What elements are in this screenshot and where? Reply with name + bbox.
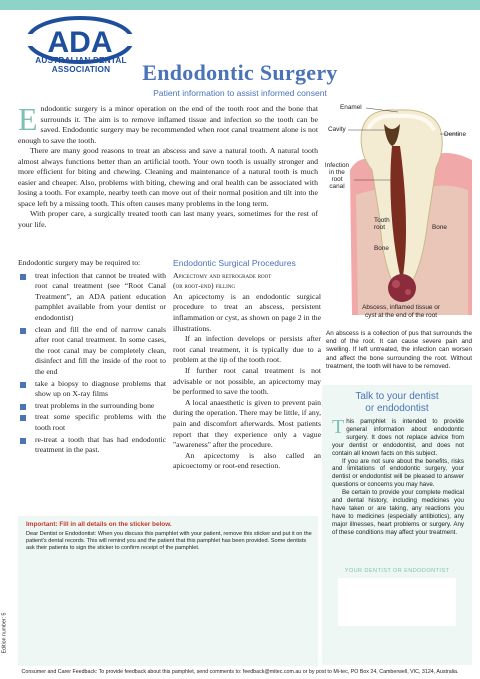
talk-paragraph-1	[332, 418, 464, 458]
label-infection	[322, 162, 352, 190]
logo-acronym: ADA	[47, 26, 113, 59]
intro-paragraph-3: With proper care, a surgically treated tooth can last many years, sometimes for the rest of your life.	[18, 209, 318, 229]
procedures-paragraph-5: An apicectomy is also called an apicoectomy or root-end resection.	[173, 450, 321, 471]
procedures-paragraph-3: If further root canal treatment is not advisable or not possible, an apicectomy may be performed to save the tooth.	[173, 365, 321, 397]
page-title: Endodontic Surgery	[142, 60, 338, 85]
sticker-box[interactable]	[18, 516, 318, 666]
procedures-section	[173, 258, 321, 472]
talk-to-dentist-box	[322, 385, 472, 665]
sticker-title: Important: Fill in all details on the sticker below.	[26, 521, 172, 528]
label-bone-left: Bone	[374, 245, 389, 252]
list-item-text: treat problems in the surrounding bone	[35, 400, 155, 410]
label-infection-line1: Infection	[324, 162, 350, 169]
bullet-square-icon	[20, 415, 26, 421]
intro-paragraph-1	[18, 101, 318, 146]
label-infection-line4: canal	[329, 183, 345, 190]
edition-text: Edition number: 5	[1, 612, 8, 654]
talk-dropcap: T	[332, 416, 345, 438]
abscess-description: An abscess is a collection of pus that surrounds the end of the root. It can cause severe pain and swelling. If left untreated, the infection can worsen and affect the bone surrounding the root. Without treatment, the tooth will have to be removed.	[326, 330, 472, 370]
intro-p1-text: ndodontic surgery is a minor operation on the end of the tooth root and the bone that surrounds it. The aim is to remove inflamed tissue and infection so the tooth can be saved. Endodontic surgery may be recommended when root canal treatment alone is not enough to save the tooth.	[18, 104, 318, 145]
talk-heading-line2: or endodontist	[365, 403, 429, 414]
list-item-text: treat some specific problems with the tooth root	[35, 412, 166, 432]
list-item-text: re-treat a tooth that has had endodontic treatment in the past.	[35, 434, 166, 455]
intro-dropcap: E	[18, 101, 38, 137]
bullet-square-icon	[20, 382, 26, 388]
list-item	[18, 379, 166, 400]
procedures-heading: Endodontic Surgical Procedures	[173, 258, 296, 268]
label-dentine: Dentine	[444, 131, 467, 138]
talk-paragraph-2: If you are not sure about the benefits, risks and limitations of endodontic surgery, your dentist or endodontist will be pleased to answer questions or concerns you may have.	[332, 457, 464, 489]
procedures-paragraph-4: A local anaesthetic is given to prevent pain during the operation. There may be little, if any, pain and discomfort afterwards. Most patients report that they experience only a vague "awareness" after the procedure.	[173, 397, 321, 450]
list-item	[18, 412, 166, 433]
required-section	[18, 258, 166, 457]
tooth-illustration	[322, 100, 472, 315]
label-bone-right: Bone	[432, 224, 447, 231]
procedures-paragraph-2: If an infection develops or persists after root canal treatment, it is typically due to a problem at the tip of the tooth root.	[173, 334, 321, 365]
list-item	[18, 271, 166, 324]
required-list	[18, 271, 166, 456]
talk-body	[332, 418, 464, 537]
list-item	[18, 325, 166, 378]
label-infection-line3: root	[331, 176, 343, 183]
edition-number	[2, 610, 12, 660]
talk-heading	[322, 391, 472, 415]
required-lead: Endodontic surgery may be required to:	[18, 258, 141, 267]
bullet-square-icon	[20, 404, 26, 410]
footer-feedback: Consumer and Carer Feedback: To provide feedback about this pamphlet, send comments to: feedback@mitec.com.au or by post to Mi-tec, PO Box 24, Camberwell, VIC, 3124, Australia.	[21, 669, 459, 675]
label-enamel: Enamel	[340, 104, 362, 111]
logo-org-line2: ASSOCIATION	[51, 65, 111, 74]
bullet-square-icon	[20, 328, 26, 334]
label-infection-line2: in the	[329, 169, 345, 176]
procedures-paragraph-1: An apicectomy is an endodontic surgical procedure to treat an abscess, persistent inflammation or cyst, as shown on page 2 in the illustrations.	[173, 291, 321, 333]
list-item-text: take a biopsy to diagnose problems that show up on X-ray films	[35, 378, 166, 399]
bullet-square-icon	[20, 438, 26, 444]
caption-line1: Abscess, inflamed tissue or	[362, 304, 440, 311]
label-tooth-root-line2: root	[374, 224, 386, 231]
bullet-square-icon	[20, 274, 26, 280]
caption-line2: cyst at the end of the root	[364, 311, 438, 319]
label-cavity: Cavity	[328, 126, 346, 133]
list-item	[18, 435, 166, 456]
list-item-text: clean and fill the end of narrow canals after root canal treatment. In some cases, the root canal may be completely clean, disinfect and fill the inside of the root to the end	[35, 324, 166, 376]
logo-org-line1: AUSTRALIAN DENTAL	[35, 56, 127, 65]
illustration-caption	[336, 304, 466, 319]
label-tooth-root	[374, 217, 390, 231]
talk-paragraph-3: Be certain to provide your complete medical and dental history, including medicines you have taken or are taking, any reactions you have to medicines (especially antibiotics), any major illnesses, heart problems or surgery. Any of these conditions may affect your treatment.	[332, 489, 464, 536]
intro-paragraph-2: There are many good reasons to treat an abscess and save a natural tooth. A natural tooth almost always functions better than an artificial tooth. Your own tooth is usually stronger and more efficient for biting and chewing. Cleaning and maintenance of a natural tooth is much easier and cheaper. Also, problems with biting, chewing and oral health can be associated with losing a tooth. For example, nearby teeth can move out of their normal position and tilt into the space left by a missing tooth. This often causes many problems in the long term.	[18, 146, 318, 208]
top-accent-bar	[0, 0, 480, 10]
label-tooth-root-line1: Tooth	[374, 217, 390, 224]
dentist-details-field[interactable]	[338, 578, 456, 626]
talk-p1-text: his pamphlet is intended to provide general information about endodontic surgery. It does not replace advice from your dentist or endodontist, and does not contain all known facts on this subject.	[332, 418, 464, 457]
procedures-subheading-2: (or root-end) filling	[173, 281, 235, 291]
logo-org-name	[22, 56, 140, 74]
list-item-text: treat infection that cannot be treated with root canal treatment (see “Root Canal Treatment”, an ADA patient education pamphlet available from your dentist or endodontist)	[35, 270, 166, 322]
dentist-label: YOUR DENTIST OR ENDODONTIST	[344, 568, 450, 574]
procedures-subheading-1: Apicectomy and retrograde root	[173, 270, 272, 280]
page-subtitle: Patient information to assist informed consent	[153, 88, 327, 98]
list-item	[18, 401, 166, 412]
intro-section	[18, 101, 318, 230]
sticker-text: Dear Dentist or Endodontist: When you discuss this pamphlet with your patient, remove this sticker and put it on the patient's dental records. This will remind you and the patient that this pamphlet has been provided. Some dentists ask their patients to sign the sticker to confirm receipt of the pamphlet.	[26, 531, 312, 552]
talk-heading-line1: Talk to your dentist	[355, 391, 439, 402]
